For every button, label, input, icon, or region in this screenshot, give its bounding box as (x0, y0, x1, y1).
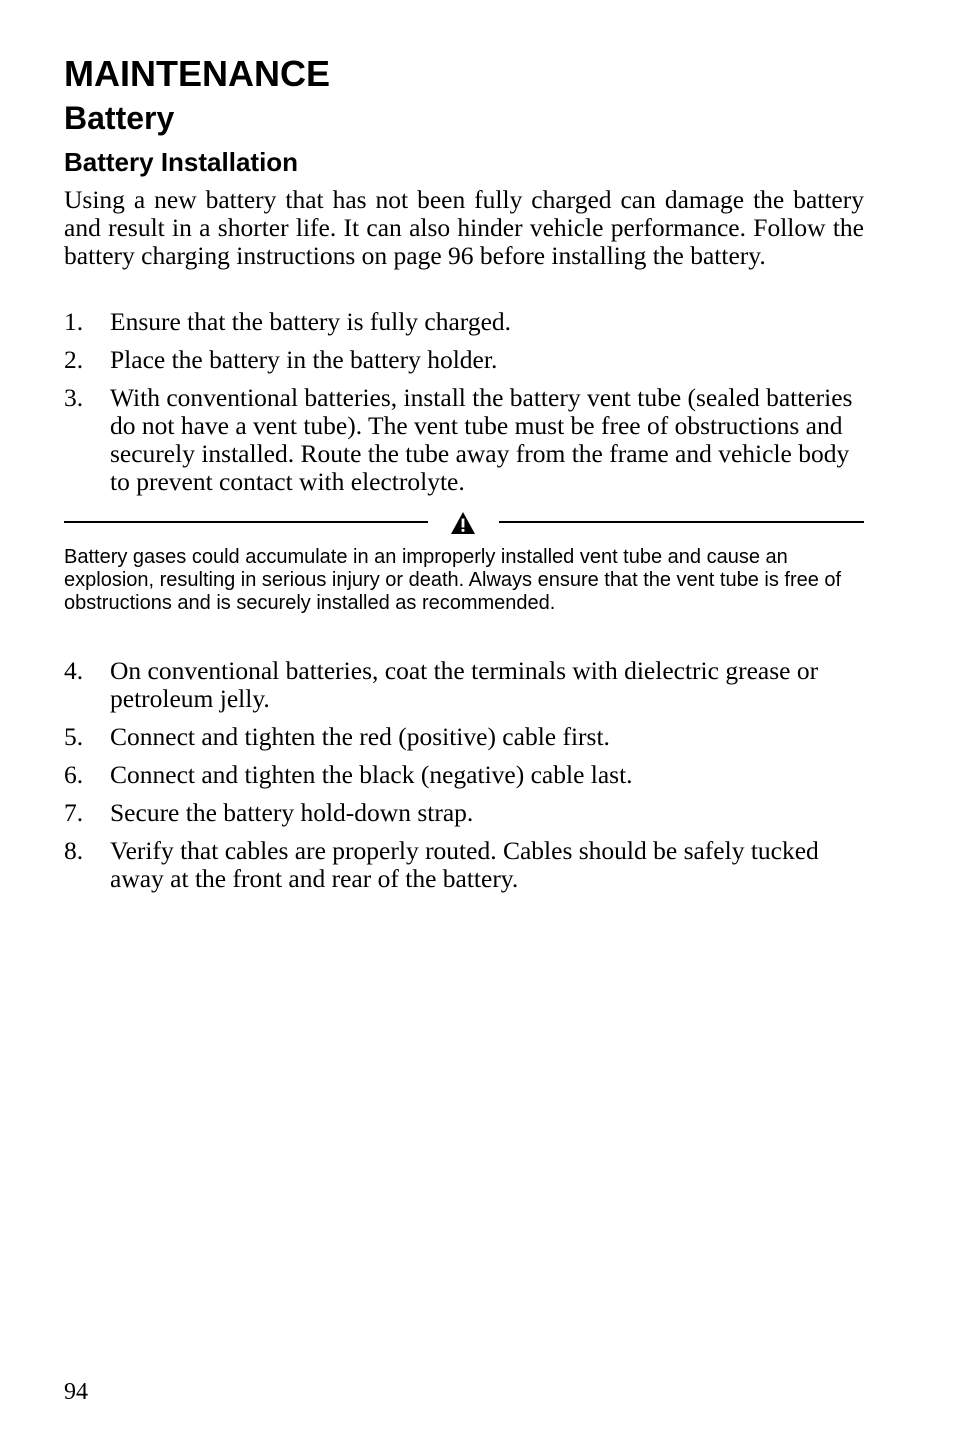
step-number: 1. (64, 307, 84, 336)
step-number: 3. (64, 383, 84, 412)
step-text: Place the battery in the battery holder. (110, 345, 498, 374)
step-text: Connect and tighten the black (negative) cable last. (110, 760, 633, 789)
step-number: 2. (64, 345, 84, 374)
step-text: Ensure that the battery is fully charged. (110, 307, 512, 336)
step-text: With conventional batteries, install the battery vent tube (sealed batteries do not have a vent tube). The vent tube must be free of obstructions and securely installed. Route the tube away from the frame and vehicle body to prevent contact with electrolyte. (110, 383, 853, 496)
page-title: Battery (64, 100, 175, 136)
list-item (64, 657, 864, 713)
steps-list-part2 (64, 657, 864, 903)
list-item (64, 837, 864, 893)
step-text: Verify that cables are properly routed. Cables should be safely tucked away at the front and rear of the battery. (110, 836, 819, 893)
step-text: Connect and tighten the red (positive) cable first. (110, 722, 610, 751)
list-item (64, 308, 864, 336)
step-text: Secure the battery hold-down strap. (110, 798, 474, 827)
step-number: 4. (64, 656, 84, 685)
list-item (64, 761, 864, 789)
steps-list-part1 (64, 308, 864, 506)
intro-paragraph: Using a new battery that has not been fully charged can damage the battery and result in a shorter life. It can also hinder vehicle performance. Follow the battery charging instructions on page 96 before installing the battery. (64, 185, 864, 270)
divider (64, 521, 428, 523)
step-number: 8. (64, 836, 84, 865)
warning-header (64, 510, 864, 536)
warning-text: Battery gases could accumulate in an improperly installed vent tube and cause an explosion, resulting in serious injury or death. Always ensure that the vent tube is free of obstructions and is securely installed as recommended. (64, 546, 842, 614)
list-item (64, 799, 864, 827)
section-heading: MAINTENANCE (64, 53, 330, 94)
list-item (64, 346, 864, 374)
page-number: 94 (64, 1379, 88, 1405)
step-number: 5. (64, 722, 84, 751)
list-item (64, 384, 864, 496)
divider (499, 521, 864, 523)
step-number: 7. (64, 798, 84, 827)
subsection-heading: Battery Installation (64, 147, 299, 177)
list-item (64, 723, 864, 751)
step-text: On conventional batteries, coat the terminals with dielectric grease or petroleum jelly. (110, 656, 819, 713)
step-number: 6. (64, 760, 84, 789)
warning-triangle-icon (449, 510, 477, 536)
